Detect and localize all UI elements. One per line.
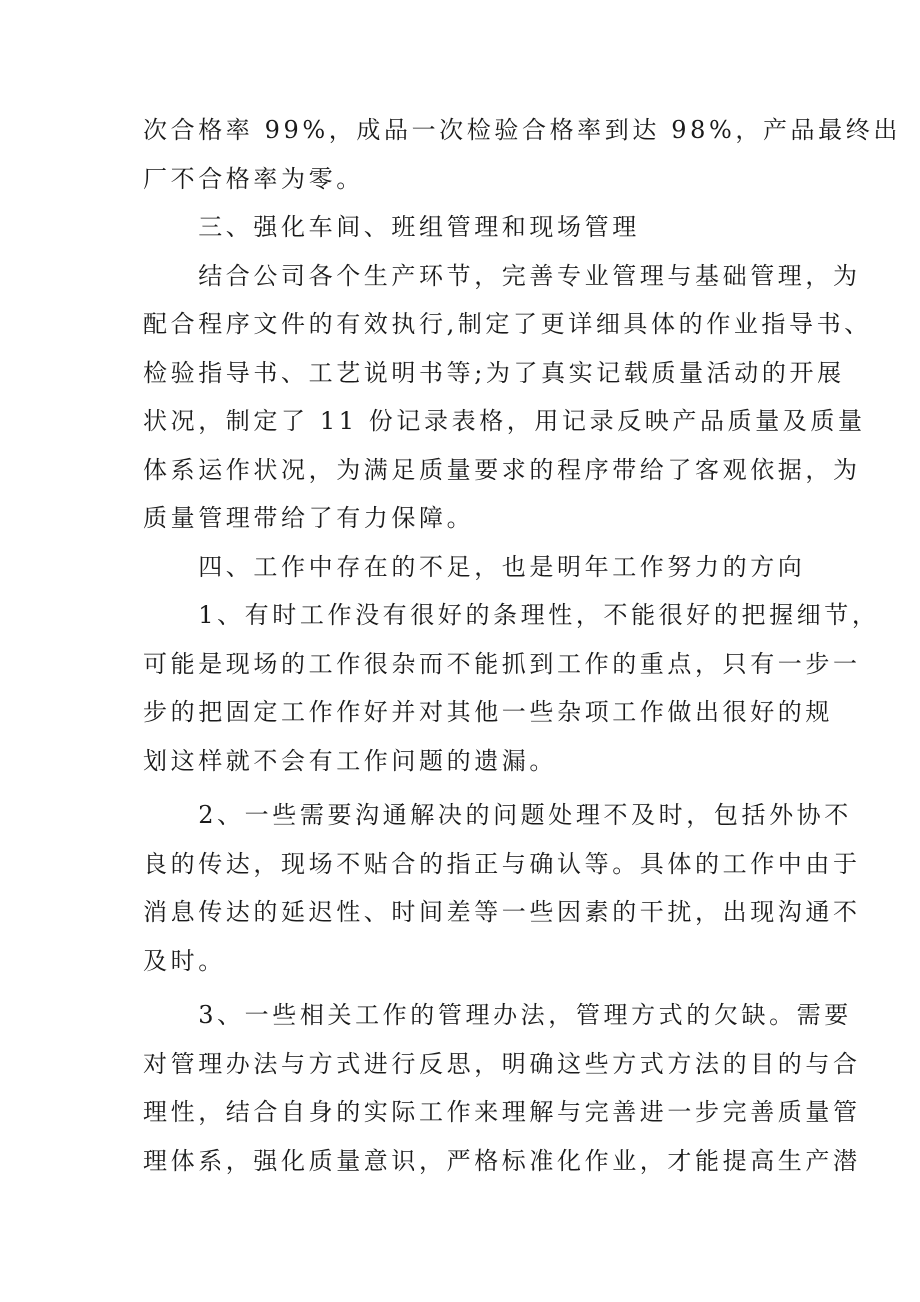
document-body — [143, 106, 901, 1185]
text-line: 配合程序文件的有效执行,制定了更详细具体的作业指导书、 — [143, 310, 872, 338]
text-line: 厂不合格率为零。 — [143, 164, 364, 193]
text-line: 体系运作状况，为满足质量要求的程序带给了客观依据，为 — [143, 455, 861, 484]
text-line: 理性，结合自身的实际工作来理解与完善进一步完善质量管 — [143, 1098, 861, 1126]
text-line: 消息传达的延迟性、时间差等一些因素的干扰，出现沟通不 — [143, 898, 861, 926]
text-line: 3、一些相关工作的管理办法，管理方式的欠缺。需要 — [143, 1001, 852, 1029]
text-line: 结合公司各个生产环节，完善专业管理与基础管理，为 — [143, 261, 861, 290]
text-line: 可能是现场的工作很杂而不能抓到工作的重点，只有一步一 — [143, 649, 861, 678]
text-line: 对管理办法与方式进行反思，明确这些方式方法的目的与合 — [143, 1049, 861, 1078]
section-heading: 四、工作中存在的不足，也是明年工作努力的方向 — [143, 552, 806, 581]
text-line: 1、有时工作没有很好的条理性，不能很好的把握细节， — [143, 601, 880, 629]
text-line: 理体系，强化质量意识，严格标准化作业，才能提高生产潜 — [143, 1146, 861, 1175]
text-line: 良的传达，现场不贴合的指正与确认等。具体的工作中由于 — [143, 849, 861, 878]
text-line: 2、一些需要沟通解决的问题处理不及时，包括外协不 — [143, 801, 852, 829]
text-line: 检验指导书、工艺说明书等;为了真实记载质量活动的开展 — [143, 358, 845, 387]
text-line: 及时。 — [143, 946, 226, 975]
text-line: 划这样就不会有工作问题的遗漏。 — [143, 746, 557, 775]
text-line: 状况，制定了 11 份记录表格，用记录反映产品质量及质量 — [143, 407, 866, 435]
text-line: 质量管理带给了有力保障。 — [143, 504, 475, 532]
text-line: 次合格率 99%，成品一次检验合格率到达 98%，产品最终出 — [143, 116, 901, 144]
section-heading: 三、强化车间、班组管理和现场管理 — [143, 213, 640, 241]
text-line: 步的把固定工作作好并对其他一些杂项工作做出很好的规 — [143, 698, 833, 726]
